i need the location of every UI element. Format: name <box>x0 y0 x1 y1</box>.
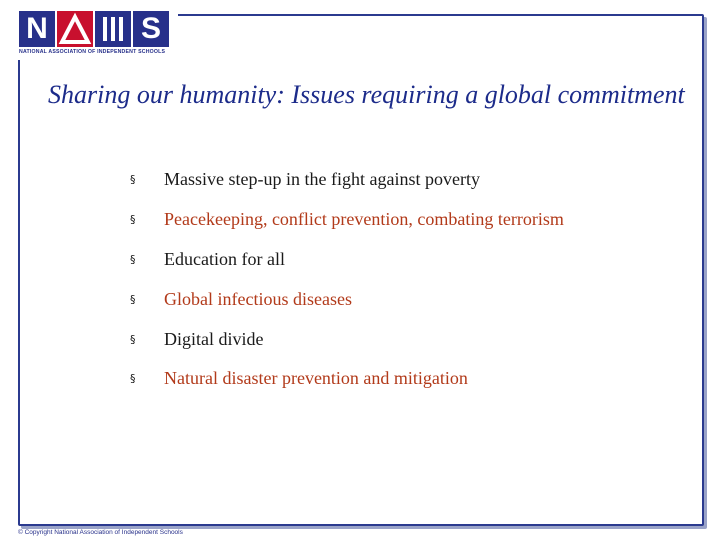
logo-text: NATIONAL ASSOCIATION OF INDEPENDENT SCHOOLS <box>19 49 166 55</box>
bullet-item <box>130 279 690 319</box>
bullet-marker-icon: § <box>130 332 136 346</box>
bullet-item <box>130 240 690 280</box>
bullet-marker-icon: § <box>130 213 136 227</box>
bars-icon <box>95 11 131 47</box>
bullet-item <box>130 200 690 240</box>
logo-tiles <box>19 11 169 47</box>
bullet-text: Education for all <box>164 248 285 269</box>
bullet-item <box>130 359 690 399</box>
bullet-text: Natural disaster prevention and mitigation <box>164 368 468 389</box>
bullet-marker-icon: § <box>130 173 136 187</box>
nais-logo <box>16 8 178 60</box>
logo-tile-s: S <box>133 11 169 47</box>
bullet-text: Global infectious diseases <box>164 288 352 309</box>
bullet-marker-icon: § <box>130 292 136 306</box>
bullet-marker-icon: § <box>130 372 136 386</box>
bullet-item <box>130 160 690 200</box>
logo-tile-a <box>57 11 93 47</box>
bullet-text: Massive step-up in the fight against poverty <box>164 169 480 190</box>
bullet-text: Peacekeeping, conflict prevention, combating terrorism <box>164 209 564 230</box>
copyright-footer: © Copyright National Association of Independent Schools <box>18 529 183 536</box>
slide-title: Sharing our humanity: Issues requiring a global commitment <box>48 80 685 109</box>
logo-tile-i <box>95 11 131 47</box>
triangle-icon <box>57 11 93 47</box>
bullet-list <box>130 160 690 399</box>
bullet-marker-icon: § <box>130 252 136 266</box>
logo-tile-n: N <box>19 11 55 47</box>
bullet-text: Digital divide <box>164 328 264 349</box>
bullet-item <box>130 319 690 359</box>
